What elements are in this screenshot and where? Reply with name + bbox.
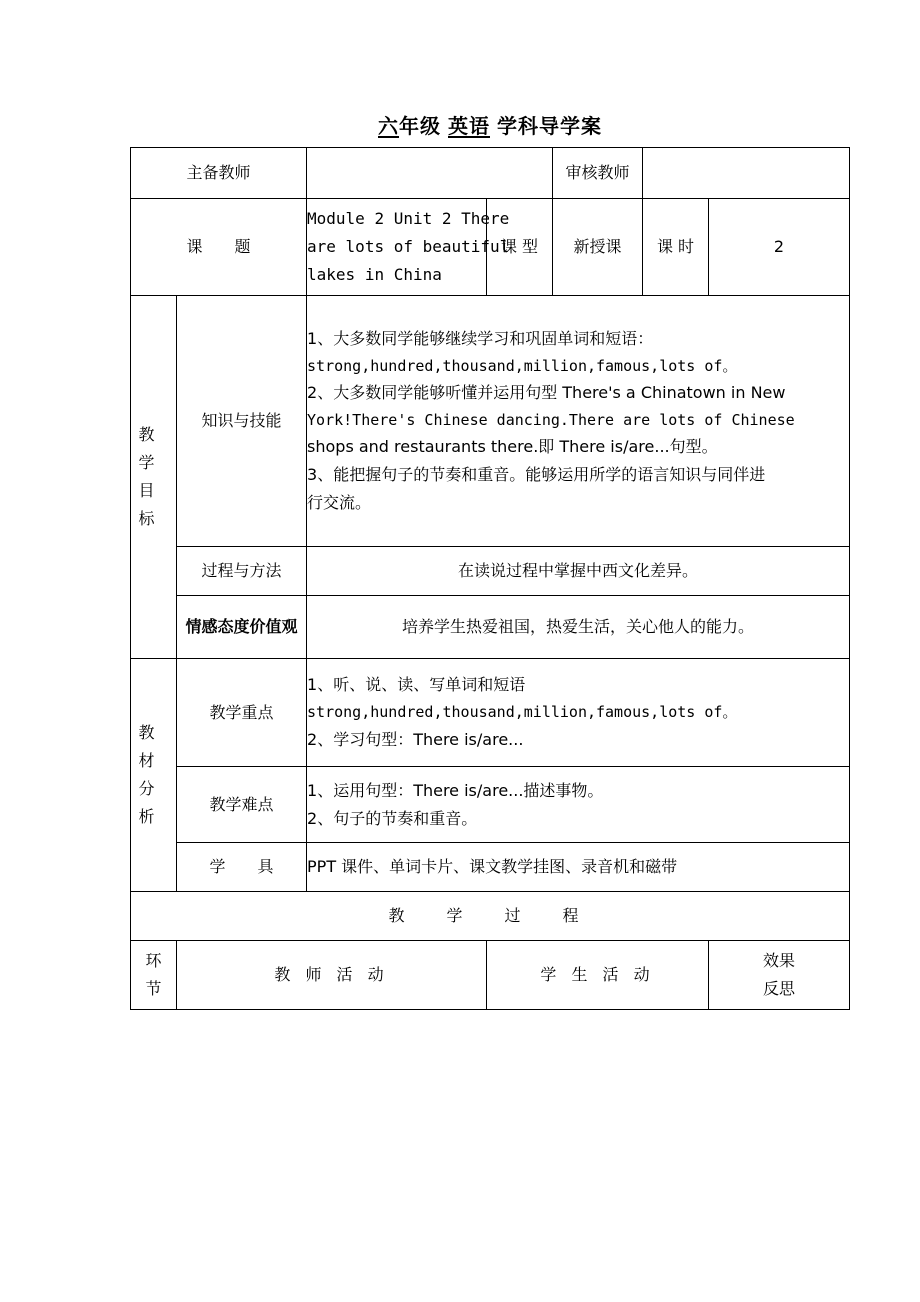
key-points-line-2: strong,hundred,thousand,million,famous,lots of。 — [307, 703, 738, 722]
key-points-line-1: 1、听、说、读、写单词和短语 — [307, 675, 526, 695]
table-row-process-columns — [131, 941, 850, 1010]
table-row-attitude — [131, 596, 850, 659]
lesson-plan-table — [130, 147, 850, 1010]
knowledge-line-6: 3、能把握句子的节奏和重音。能够运用所学的语言知识与同伴进 — [307, 465, 766, 485]
title-subject: 英语 — [448, 114, 490, 138]
objectives-label-char-4: 标 — [138, 509, 169, 528]
knowledge-line-4: York!There's Chinese dancing.There are lots of Chinese — [307, 411, 795, 429]
table-row-key-points — [131, 659, 850, 767]
table-row-process-heading — [131, 892, 850, 941]
prepared-by-value[interactable] — [307, 148, 553, 199]
periods-value[interactable]: 2 — [709, 199, 850, 296]
knowledge-skills-label: 知识与技能 — [177, 296, 307, 547]
stage-label-char-2: 节 — [145, 979, 162, 998]
column-header-reflection — [709, 941, 850, 1010]
lesson-type-value[interactable]: 新授课 — [553, 199, 643, 296]
periods-label: 课 时 — [643, 199, 709, 296]
lesson-type-label: 课 型 — [487, 199, 553, 296]
reviewed-by-label: 审核教师 — [553, 148, 643, 199]
analysis-label-char-4: 析 — [138, 807, 169, 826]
prepared-by-label: 主备教师 — [131, 148, 307, 199]
attitude-values-label: 情感态度价值观 — [177, 596, 307, 659]
topic-line-1: Module 2 Unit 2 There — [307, 209, 510, 228]
process-method-value: 在读说过程中掌握中西文化差异。 — [307, 547, 850, 596]
table-row-knowledge — [131, 296, 850, 547]
key-points-label: 教学重点 — [177, 659, 307, 767]
difficult-points-value — [307, 767, 850, 843]
title-grade: 六 — [378, 114, 399, 138]
knowledge-line-2: strong,hundred,thousand,million,famous,lots of。 — [307, 356, 738, 375]
reflection-label-line-1: 效果 — [763, 951, 796, 970]
analysis-label-char-2: 材 — [138, 751, 169, 770]
knowledge-line-5: shops and restaurants there.即 There is/are...句型。 — [307, 437, 718, 457]
table-row-topic — [131, 199, 850, 296]
attitude-values-value: 培养学生热爱祖国，热爱生活，关心他人的能力。 — [307, 596, 850, 659]
objectives-label-char-1: 教 — [138, 425, 169, 444]
reflection-label-line-2: 反思 — [763, 979, 796, 998]
topic-line-2: are lots of beautiful — [307, 237, 510, 256]
process-method-label: 过程与方法 — [177, 547, 307, 596]
materials-text: PPT 课件、单词卡片、课文教学挂图、录音机和磁带 — [307, 857, 678, 876]
analysis-section-label — [131, 659, 177, 892]
title-tail: 学科导学案 — [497, 114, 602, 138]
objectives-label-char-2: 学 — [138, 453, 169, 472]
table-row-difficult-points — [131, 767, 850, 843]
knowledge-line-3: 2、大多数同学能够听懂并运用句型 There's a Chinatown in New — [307, 383, 786, 402]
table-row-teachers — [131, 148, 850, 199]
page-title — [130, 110, 850, 139]
topic-line-3: lakes in China — [307, 265, 442, 284]
knowledge-line-1: 1、大多数同学能够继续学习和巩固单词和短语： — [307, 328, 654, 348]
knowledge-line-7: 行交流。 — [307, 493, 372, 513]
analysis-label-char-1: 教 — [138, 723, 169, 742]
difficult-points-label: 教学难点 — [177, 767, 307, 843]
difficult-points-line-1: 1、运用句型：There is/are...描述事物。 — [307, 780, 604, 800]
knowledge-skills-value — [307, 296, 850, 547]
column-header-stage — [131, 941, 177, 1010]
topic-label: 课 题 — [131, 199, 307, 296]
column-header-student-activity: 学 生 活 动 — [487, 941, 709, 1010]
title-grade-suffix: 年级 — [399, 114, 441, 138]
topic-value — [307, 199, 510, 296]
materials-value — [307, 843, 850, 892]
analysis-label-char-3: 分 — [138, 779, 169, 798]
column-header-teacher-activity: 教 师 活 动 — [177, 941, 487, 1010]
reviewed-by-value[interactable] — [643, 148, 850, 199]
objectives-section-label — [131, 296, 177, 659]
key-points-value — [307, 659, 850, 767]
stage-label-char-1: 环 — [145, 951, 162, 970]
key-points-line-3: 2、学习句型：There is/are... — [307, 729, 524, 749]
objectives-label-char-3: 目 — [138, 481, 169, 500]
materials-label: 学 具 — [177, 843, 307, 892]
table-row-materials — [131, 843, 850, 892]
difficult-points-line-2: 2、句子的节奏和重音。 — [307, 808, 478, 828]
table-row-process-method — [131, 547, 850, 596]
teaching-process-heading: 教 学 过 程 — [131, 892, 850, 941]
